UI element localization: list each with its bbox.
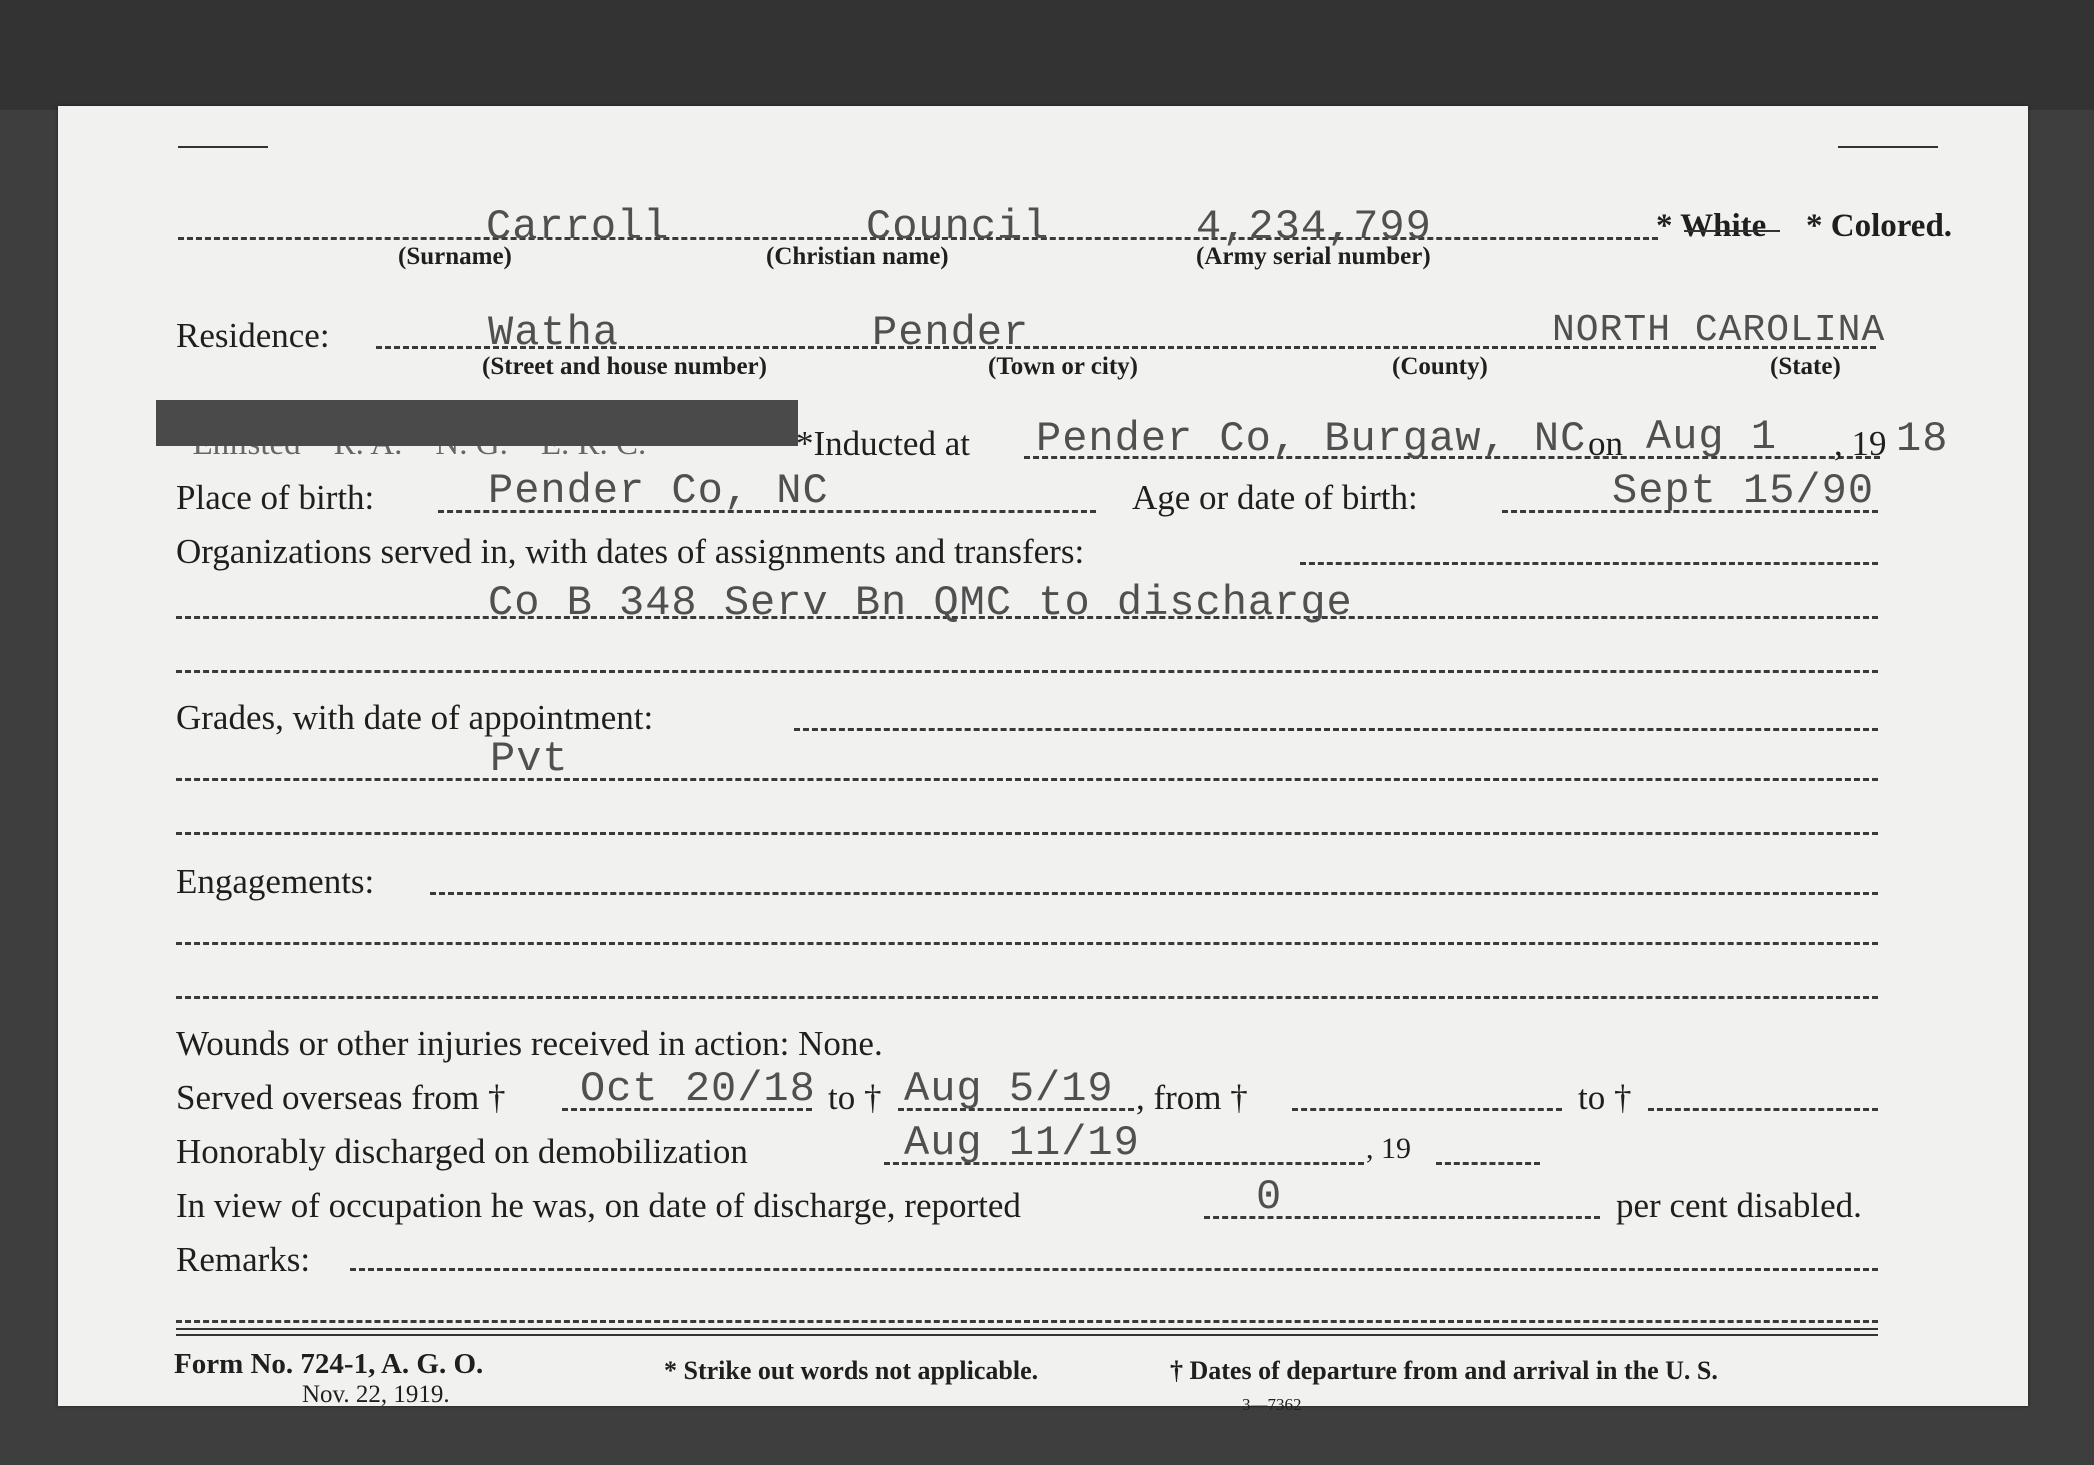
white-strikeout: [1684, 230, 1780, 232]
grades-line-1: [794, 728, 1878, 731]
wounds-label: Wounds or other injuries received in action: None.: [176, 1024, 883, 1063]
print-code: 3—7362: [1242, 1395, 1302, 1414]
organizations-entry: Co B 348 Serv Bn QMC to discharge: [488, 579, 1353, 627]
redaction-bar: [156, 400, 798, 446]
serial-number-value: 4,234,799: [1196, 203, 1432, 251]
grades-label: Grades, with date of appointment:: [176, 698, 654, 737]
inducted-date-value: Aug 1: [1646, 413, 1778, 461]
overseas-from2-label: , from †: [1136, 1078, 1248, 1117]
inducted-label: *Inducted at: [796, 424, 970, 463]
background-strip: [0, 0, 2094, 110]
disability-label: In view of occupation he was, on date of discharge, reported: [176, 1186, 1021, 1225]
street-caption: (Street and house number): [482, 353, 767, 380]
overseas-to-label: to †: [828, 1078, 882, 1117]
overseas-to2-label: to †: [1578, 1078, 1632, 1117]
surname-caption: (Surname): [398, 243, 512, 270]
grades-line-3: [176, 832, 1878, 835]
christian-name-value: Council: [866, 203, 1050, 251]
remarks-line-1: [350, 1268, 1878, 1271]
white-label: * White: [1656, 208, 1767, 244]
form-number: Form No. 724-1, A. G. O.: [174, 1348, 484, 1380]
remarks-label: Remarks:: [176, 1240, 311, 1279]
discharge-year-line: [1436, 1162, 1540, 1165]
service-record-card: [58, 106, 2028, 1414]
bottom-rule-2: [176, 1334, 1878, 1336]
place-of-birth-value: Pender Co, NC: [488, 467, 829, 515]
grades-entry: Pvt: [490, 735, 569, 783]
inducted-place-value: Pender Co, Burgaw, NC: [1036, 415, 1587, 463]
organizations-line-1: [1300, 562, 1878, 565]
disability-value: 0: [1256, 1173, 1283, 1221]
strike-note: * Strike out words not applicable.: [664, 1356, 1039, 1385]
overseas-from2-line: [1292, 1108, 1562, 1111]
place-of-birth-label: Place of birth:: [176, 478, 375, 517]
residence-state-value: NORTH CAROLINA: [1552, 309, 1886, 352]
age-label: Age or date of birth:: [1132, 478, 1418, 517]
organizations-label: Organizations served in, with dates of assignments and transfers:: [176, 532, 1085, 571]
residence-street-value: Watha: [488, 309, 620, 357]
inducted-year-prefix: , 19: [1834, 424, 1887, 463]
form-date: Nov. 22, 1919.: [302, 1381, 450, 1408]
engagements-line-3: [176, 996, 1878, 999]
engagements-label: Engagements:: [176, 862, 375, 901]
discharge-year-label: , 19: [1366, 1132, 1411, 1165]
overseas-to2-line: [1648, 1108, 1878, 1111]
overseas-to-value: Aug 5/19: [904, 1065, 1114, 1113]
birth-date-value: Sept 15/90: [1612, 467, 1875, 515]
town-caption: (Town or city): [988, 353, 1138, 380]
colored-label: * Colored.: [1806, 208, 1953, 244]
remarks-line-2: [176, 1320, 1878, 1323]
overseas-label: Served overseas from †: [176, 1078, 506, 1117]
residence-town-value: Pender: [872, 309, 1030, 357]
organizations-line-3: [176, 670, 1878, 673]
engagements-line-1: [430, 892, 1878, 895]
top-right-rule: [1838, 146, 1938, 148]
bottom-rule-1: [176, 1328, 1878, 1330]
disability-suffix: per cent disabled.: [1616, 1186, 1862, 1225]
discharge-date-value: Aug 11/19: [904, 1119, 1140, 1167]
surname-value: Carroll: [486, 203, 670, 251]
engagements-line-2: [176, 942, 1878, 945]
serial-number-caption: (Army serial number): [1196, 243, 1431, 270]
state-caption: (State): [1770, 353, 1841, 380]
dates-note: † Dates of departure from and arrival in the U. S.: [1170, 1356, 1718, 1385]
discharge-label: Honorably discharged on demobilization: [176, 1132, 748, 1171]
top-left-rule: [178, 146, 268, 148]
christian-name-caption: (Christian name): [766, 243, 949, 270]
grades-line-2: [176, 778, 1878, 781]
inducted-year-suffix: 18: [1896, 415, 1949, 463]
residence-label: Residence:: [176, 316, 330, 355]
county-caption: (County): [1392, 353, 1488, 380]
on-label: on: [1588, 424, 1623, 463]
overseas-from-value: Oct 20/18: [580, 1065, 816, 1113]
